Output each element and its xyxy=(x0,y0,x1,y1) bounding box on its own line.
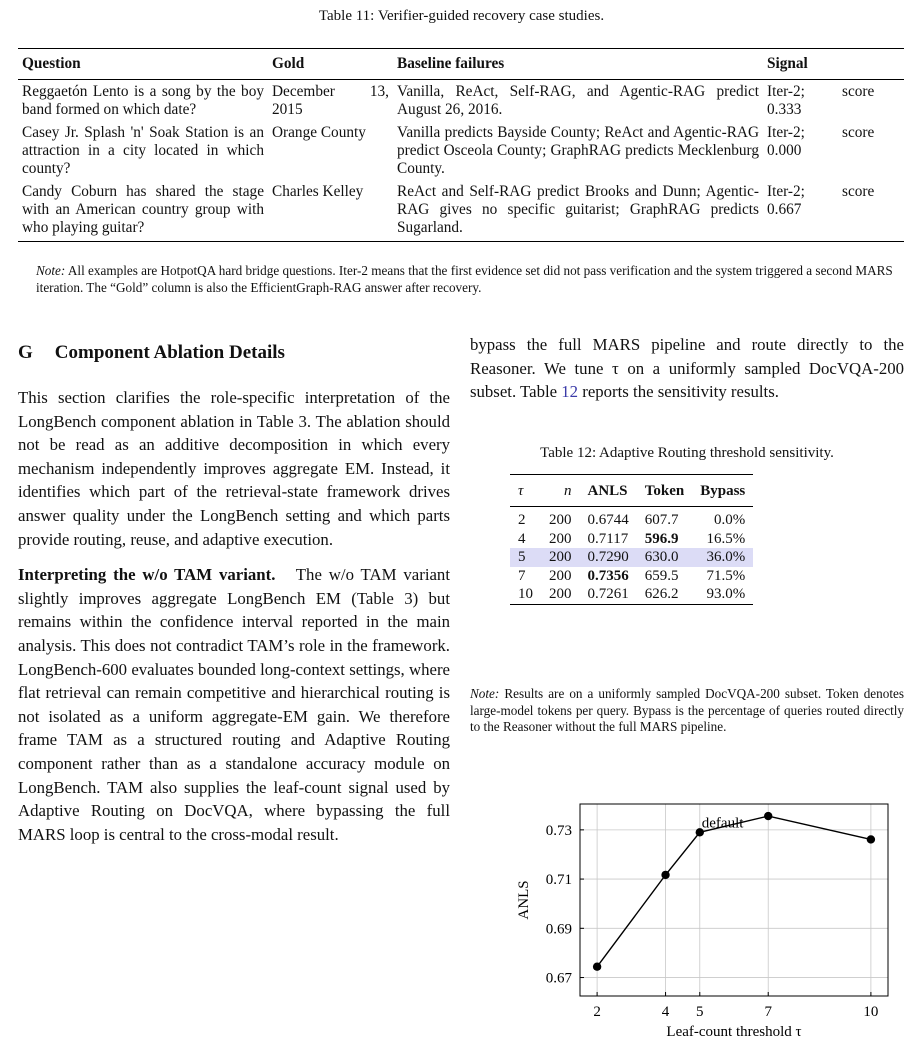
anls-threshold-chart xyxy=(500,796,900,1036)
y-tick-label: 0.73 xyxy=(545,822,572,839)
x-tick-label: 2 xyxy=(593,1004,601,1020)
table-12-header-token: Token xyxy=(637,475,692,507)
anls-cell: 0.7356 xyxy=(587,567,629,584)
table-12-note xyxy=(470,686,904,736)
table-11-note xyxy=(36,262,904,296)
data-point xyxy=(867,835,875,843)
right-column-text xyxy=(470,333,904,404)
n-cell: 200 xyxy=(549,512,572,528)
paragraph-text: reports the sensitivity results. xyxy=(578,382,779,402)
gold-cell: Charles Kelley xyxy=(272,183,364,200)
table-row-default xyxy=(510,548,753,567)
anls-cell: 0.6744 xyxy=(587,512,629,528)
table-11-header-signal: Signal xyxy=(763,49,838,80)
x-tick-label: 10 xyxy=(863,1004,879,1020)
bypass-cell: 93.0% xyxy=(706,586,746,603)
token-cell: 607.7 xyxy=(644,512,679,528)
gold-cell: Orange County xyxy=(272,124,366,141)
signal-cell xyxy=(763,121,838,180)
signal-iter: Iter-2; xyxy=(767,83,805,100)
signal-label-cell: score xyxy=(842,124,875,141)
question-cell: Candy Coburn has shared the stage with an American country group with who playing guitar? xyxy=(22,183,264,236)
table-11-header-blank xyxy=(838,49,904,80)
table-row xyxy=(510,507,753,530)
series-line xyxy=(597,816,871,967)
x-tick-label: 4 xyxy=(661,1004,670,1020)
section-title: Component Ablation Details xyxy=(54,342,285,363)
data-point xyxy=(593,963,601,971)
table-12-caption: Table 12: Adaptive Routing threshold sensitivity. xyxy=(540,445,834,461)
n-cell: 200 xyxy=(541,548,580,567)
table-11-caption: Table 11: Verifier-guided recovery case studies. xyxy=(318,8,605,24)
bypass-cell: 36.0% xyxy=(692,548,753,567)
question-cell: Casey Jr. Splash 'n' Soak Station is an attraction in a city located in which county? xyxy=(22,124,264,177)
table-12-header-anls: ANLS xyxy=(580,475,637,507)
signal-value: 0.333 xyxy=(767,101,802,118)
table-row xyxy=(510,567,753,586)
signal-cell xyxy=(763,180,838,242)
paragraph-text: The w/o TAM variant slightly improves aggregate LongBench EM (Table 3) but remains within the confidence interval reported in the main analysis. This does not contradict TAM’s role in the framework. LongBench-600 evaluates bounded long-context settings, where flat retrieval can remain competitive and hierarchical routing is not isolated as a uniform aggregate-EM gain. We therefore frame TAM as a structured routing and Adaptive Routing component rather than as a standalone accuracy module on LongBench. TAM also supplies the leaf-count signal used by Adaptive Routing on DocVQA, where bypassing the full MARS loop is central to the cross-modal result. xyxy=(18,565,450,844)
token-cell: 596.9 xyxy=(644,530,679,547)
left-column xyxy=(18,386,450,858)
anls-cell: 0.7117 xyxy=(587,530,629,547)
annotation-default: default xyxy=(701,815,744,832)
bypass-cell: 16.5% xyxy=(706,530,746,547)
table-row xyxy=(18,121,904,180)
section-number: G xyxy=(18,342,33,363)
signal-value: 0.000 xyxy=(767,142,802,159)
question-cell: Reggaetón Lento is a song by the boy band formed on which date? xyxy=(22,83,264,118)
token-cell: 630.0 xyxy=(637,548,692,567)
y-tick-label: 0.67 xyxy=(545,970,572,987)
note-label: Note: xyxy=(470,686,500,701)
failures-cell: Vanilla, ReAct, Self-RAG, and Agentic-RAG predict August 26, 2016. xyxy=(397,83,759,118)
note-text: All examples are HotpotQA hard bridge questions. Iter-2 means that the first evidence set did not pass verification and the system triggered a second MARS iteration. The “Gold” column is also the EfficientGraph-RAG answer after recovery. xyxy=(36,263,893,295)
data-point xyxy=(764,812,772,820)
table-row xyxy=(510,585,753,604)
table-row xyxy=(18,80,904,122)
token-cell: 626.2 xyxy=(644,586,679,603)
bypass-cell: 0.0% xyxy=(714,512,746,528)
table-11-header-gold: Gold xyxy=(268,49,393,80)
data-point xyxy=(661,871,669,879)
x-tick-label: 5 xyxy=(696,1004,704,1020)
x-tick-label: 7 xyxy=(764,1004,772,1020)
table-row xyxy=(18,180,904,242)
table-12 xyxy=(510,474,753,605)
y-tick-label: 0.71 xyxy=(545,872,572,889)
signal-label-cell: score xyxy=(842,83,875,100)
note-text: Results are on a uniformly sampled DocVQA-200 subset. Token denotes large-model tokens per query. Bypass is the percentage of queries routed directly to the Reasoner without the full MARS pipeline. xyxy=(470,686,904,734)
paragraph-text: bypass the full MARS pipeline and route directly to the Reasoner. We tune τ on a uniformly sampled DocVQA-200 subset. Table xyxy=(470,335,904,402)
token-cell: 659.5 xyxy=(644,567,679,584)
n-cell: 200 xyxy=(549,567,572,584)
table-11-header-question: Question xyxy=(18,49,268,80)
failures-cell: ReAct and Self-RAG predict Brooks and Dunn; Agentic-RAG gives no specific guitarist; GraphRAG predicts Sugarland. xyxy=(397,183,759,236)
signal-iter: Iter-2; xyxy=(767,183,805,200)
n-cell: 200 xyxy=(549,530,572,547)
signal-value: 0.667 xyxy=(767,201,802,218)
paragraph-heading: Interpreting the w/o TAM variant. xyxy=(18,565,276,585)
table-12-header-bypass: Bypass xyxy=(692,475,753,507)
n-cell: 200 xyxy=(549,586,572,603)
signal-label-cell: score xyxy=(842,183,875,200)
table-12-header-n: n xyxy=(541,475,580,507)
failures-cell: Vanilla predicts Bayside County; ReAct and Agentic-RAG predict Osceola County; GraphRAG predicts Mecklenburg County. xyxy=(397,124,759,177)
signal-iter: Iter-2; xyxy=(767,124,805,141)
table-11 xyxy=(18,48,904,242)
note-label: Note: xyxy=(36,263,66,278)
table-12-link[interactable]: 12 xyxy=(561,382,579,402)
x-axis-label: Leaf-count threshold τ xyxy=(666,1024,802,1036)
paragraph: This section clarifies the role-specific interpretation of the LongBench component ablation in Table 3. The ablation should not be read as an additive decomposition in which every mechanism independently improves aggregate EM. Instead, it identifies which part of the retrieval-state framework drives answer quality under the LongBench setting and which parts provide routing, reuse, and adaptive execution. xyxy=(18,388,450,549)
signal-cell xyxy=(763,80,838,122)
section-heading xyxy=(18,342,285,364)
anls-cell: 0.7261 xyxy=(587,586,629,603)
table-11-header-failures: Baseline failures xyxy=(393,49,763,80)
tau-cell: 5 xyxy=(510,548,541,567)
tau-cell: 4 xyxy=(518,530,526,547)
tau-cell: 10 xyxy=(518,586,533,603)
tau-cell: 7 xyxy=(518,567,526,584)
gold-cell: December 13, 2015 xyxy=(272,83,389,118)
table-12-header-tau: τ xyxy=(510,475,541,507)
y-tick-label: 0.69 xyxy=(545,921,572,938)
tau-cell: 2 xyxy=(518,512,526,528)
anls-cell: 0.7290 xyxy=(580,548,637,567)
bypass-cell: 71.5% xyxy=(706,567,746,584)
table-row xyxy=(510,530,753,549)
y-axis-label: ANLS xyxy=(516,880,532,920)
paragraph xyxy=(18,563,450,846)
